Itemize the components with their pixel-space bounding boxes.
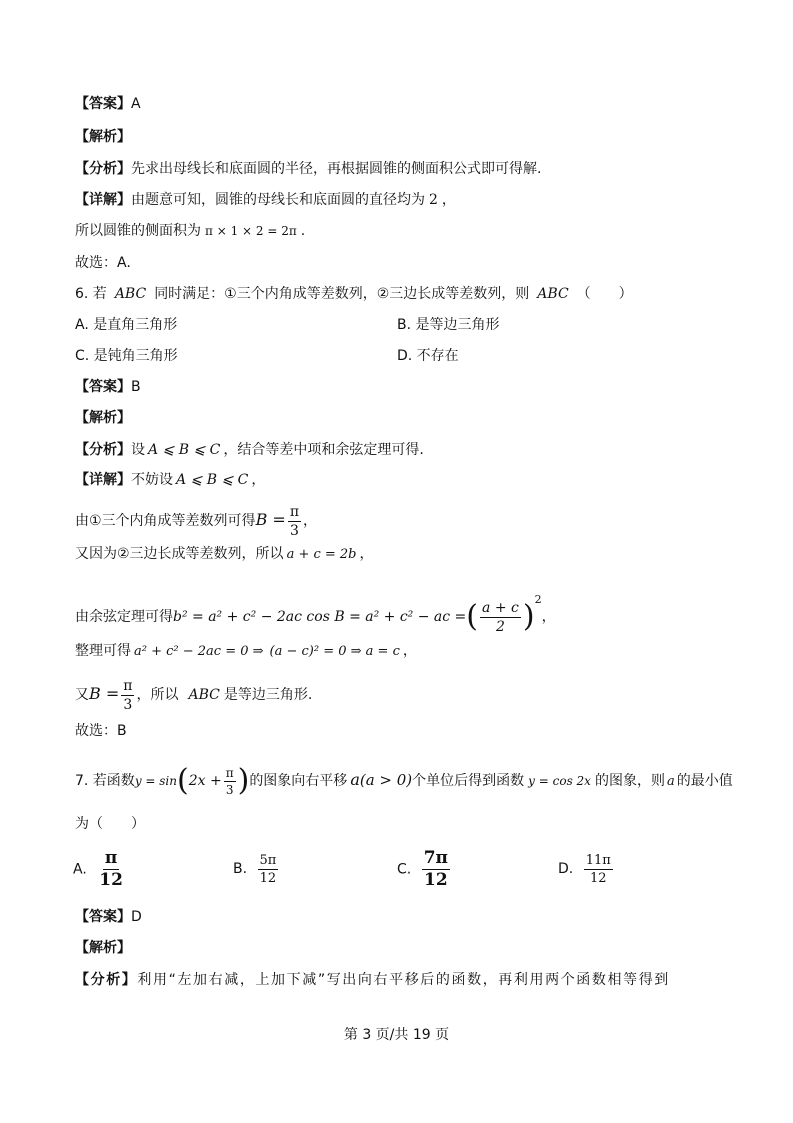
- xiangjie-text: 由题意可知，圆锥的母线长和底面圆的直径均为: [131, 192, 425, 208]
- l5-fraction: [121, 679, 134, 712]
- q6-stem-mid: 同时满足：①三个内角成等差数列，②三边长成等差数列，则: [154, 286, 530, 302]
- q7-shift-cond: (a > 0): [359, 771, 413, 789]
- analysis-tag: 【解析】: [75, 410, 131, 426]
- l3-num: a + c: [482, 599, 519, 616]
- l5-lhs: B =: [89, 684, 120, 703]
- q6-line5: [75, 674, 312, 715]
- page-footer: 第 3 页/共 19 页: [343, 1027, 450, 1043]
- q7-mid1: 的图象向右平移: [249, 773, 348, 789]
- l3-eq: b² = a² + c² − 2ac cos B = a² + c² − ac =: [173, 609, 467, 625]
- analysis-tag: 【解析】: [75, 940, 131, 956]
- q7-func1-pre: y = sin: [134, 774, 177, 788]
- q7-option-b: [233, 850, 280, 888]
- l5-den: 3: [123, 696, 133, 713]
- q7-func1-den: 3: [225, 782, 234, 797]
- l1-end: ，: [303, 513, 318, 529]
- option-num: π: [104, 848, 118, 868]
- l4-eq2: (a − c)² = 0 ⇒ a = c: [269, 644, 400, 659]
- q6-line3: [75, 578, 556, 639]
- q7-fenxi-line: [75, 970, 670, 990]
- fenxi-text: 利用“左加右减，上加下减”写出向右平移后的函数，再利用两个函数相等得到: [137, 972, 670, 988]
- fenxi-text: 先求出母线长和底面圆的半径，再根据圆锥的侧面积公式即可得解.: [131, 161, 542, 177]
- q6-abc: ABC: [114, 286, 147, 302]
- q7-var: a: [666, 774, 675, 789]
- xiangjie-pre: 不妨设: [131, 472, 173, 488]
- q7-func2: y = cos 2x: [528, 774, 591, 788]
- option-fraction: [422, 850, 450, 889]
- q6-line2: [75, 544, 374, 565]
- l3-den: 2: [495, 618, 505, 635]
- answer-tag: 【答案】: [75, 96, 131, 112]
- q5-xiangjie-line: [75, 190, 456, 210]
- q7-option-c: [397, 850, 452, 889]
- q6-option-c: C. 是钝角三角形: [75, 348, 178, 364]
- option-den: 12: [259, 870, 277, 886]
- l5-end: 是等边三角形.: [223, 687, 313, 703]
- q7-end: 的最小值: [676, 773, 733, 789]
- q7-func1-fraction: [224, 767, 236, 796]
- l1-pre: 由①三个内角成等差数列可得: [75, 513, 256, 529]
- area-end: .: [300, 223, 306, 239]
- q7-num: 7. 若函数: [75, 773, 135, 789]
- q5-answer-line: [75, 94, 141, 114]
- q6-num: 6. 若: [75, 286, 107, 302]
- q5-analysis-tag: [75, 127, 131, 147]
- xiangjie-tag: 【详解】: [75, 192, 131, 208]
- l4-eq1: a² + c² − 2ac = 0 ⇒: [134, 644, 264, 659]
- q7-rparen: ): [237, 763, 250, 798]
- q6-line1: [75, 500, 317, 541]
- answer-tag: 【答案】: [75, 909, 131, 925]
- option-num: 11π: [585, 852, 611, 868]
- q6-stem: [75, 284, 633, 304]
- q7-shift: a: [350, 770, 360, 789]
- q6-select: 故选：B: [75, 723, 127, 739]
- q7-func1-num: π: [225, 765, 234, 780]
- l2-eq: a + c = 2b: [286, 547, 357, 562]
- option-fraction: [97, 850, 125, 889]
- xiangjie-tag: 【详解】: [75, 472, 131, 488]
- q7-stem: [75, 758, 733, 804]
- l1-fraction: [288, 505, 301, 538]
- l3-rparen: ): [522, 599, 535, 634]
- q6-answer-line: [75, 377, 141, 397]
- l3-sq: 2: [534, 593, 542, 606]
- q5-area-line: [75, 221, 305, 241]
- option-label: D.: [558, 861, 574, 877]
- l2-pre: 又因为②三边长成等差数列，所以: [75, 546, 284, 562]
- xiangjie-post: ，: [251, 472, 266, 488]
- l5-num: π: [123, 677, 133, 694]
- q6-xiangjie-line: [75, 470, 265, 490]
- q6-analysis-tag: [75, 408, 131, 428]
- l1-den: 3: [289, 522, 299, 539]
- l3-end: ，: [541, 609, 556, 625]
- fenxi-pre: 设: [131, 442, 145, 458]
- answer-value: A: [131, 96, 141, 112]
- q7-mid3: 的图象，则: [594, 773, 665, 789]
- xiangjie-num: 2: [429, 192, 438, 208]
- q7-analysis-tag: [75, 938, 131, 958]
- answer-value: B: [131, 379, 141, 395]
- area-text: 所以圆锥的侧面积为: [75, 223, 201, 239]
- fenxi-post: ，结合等差中项和余弦定理可得.: [223, 442, 424, 458]
- l3-lparen: (: [466, 599, 479, 634]
- fenxi-ineq: A ⩽ B ⩽ C: [148, 442, 221, 458]
- l5-mid: ，所以: [136, 687, 179, 703]
- q5-select: 故选：A.: [75, 255, 131, 271]
- xiangjie-end: ，: [441, 192, 456, 208]
- answer-value: D: [131, 909, 142, 925]
- q6-fenxi-line: [75, 440, 424, 460]
- l2-end: ，: [359, 546, 374, 562]
- fenxi-tag: 【分析】: [75, 972, 138, 988]
- l1-num: π: [289, 503, 300, 520]
- l4-pre: 整理可得: [75, 643, 131, 659]
- option-label: C.: [397, 861, 412, 878]
- area-formula: π × 1 × 2 = 2π: [205, 224, 297, 238]
- q6-option-a: A. 是直角三角形: [75, 317, 178, 333]
- l4-end: ，: [402, 643, 417, 659]
- fenxi-tag: 【分析】: [75, 161, 131, 177]
- option-num: 5π: [259, 852, 277, 868]
- q7-option-d: [558, 850, 615, 888]
- q6-option-d: D. 不存在: [397, 348, 459, 364]
- q7-mid2: 个单位后得到函数: [412, 773, 525, 789]
- q6-stem-end: （ ）: [576, 286, 633, 302]
- option-num: 7π: [423, 848, 448, 868]
- analysis-tag: 【解析】: [75, 129, 131, 145]
- l3-fraction: [480, 601, 521, 634]
- option-den: 12: [99, 870, 123, 890]
- option-den: 12: [589, 870, 607, 886]
- fenxi-tag: 【分析】: [75, 442, 131, 458]
- option-den: 12: [423, 870, 448, 890]
- answer-tag: 【答案】: [75, 379, 131, 395]
- l5-abc: ABC: [188, 687, 220, 703]
- q7-stem-line2: 为（ ）: [75, 816, 145, 832]
- q7-answer-line: [75, 907, 142, 927]
- l1-lhs: B =: [255, 510, 286, 529]
- q7-lparen: (: [177, 763, 189, 798]
- q7-func1-arg: 2x +: [188, 773, 222, 789]
- l5-pre: 又: [75, 687, 89, 703]
- q6-line4: [75, 641, 417, 662]
- q6-abc-2: ABC: [537, 286, 569, 302]
- option-fraction: [258, 854, 279, 885]
- option-fraction: [584, 854, 613, 885]
- q5-fenxi-line: [75, 159, 541, 179]
- l3-pre: 由余弦定理可得: [75, 609, 173, 625]
- option-label: A.: [73, 861, 87, 878]
- xiangjie-ineq: A ⩽ B ⩽ C: [176, 472, 249, 488]
- q7-option-a: [73, 850, 127, 889]
- q6-option-b: B. 是等边三角形: [397, 317, 500, 333]
- option-label: B.: [233, 861, 248, 877]
